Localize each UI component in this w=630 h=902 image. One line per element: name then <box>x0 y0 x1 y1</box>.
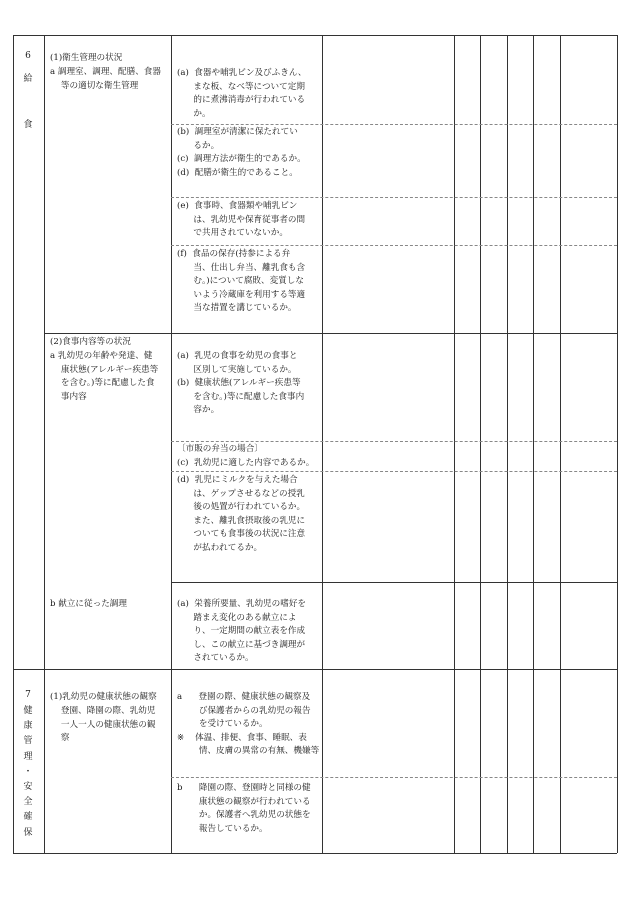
row-divider <box>171 471 617 472</box>
row-divider <box>171 441 617 442</box>
col-rule-1 <box>44 35 45 853</box>
group-subheading: a 調理室、調理、配膳、食器 等の適切な衛生管理 <box>50 67 161 91</box>
section-title: 給 食 <box>23 74 33 130</box>
check-item: 〔市販の弁当の場合〕 (c) 乳幼児に適した内容であるか。 <box>177 444 315 468</box>
section-divider <box>13 669 617 670</box>
check-item: (a) 食器や哺乳ビン及びふきん、 まな板、なべ等について定期 的に煮沸消毒が行われている か。 <box>177 68 307 119</box>
col-rule-9 <box>617 35 618 853</box>
check-item: (d) 乳児にミルクを与えた場合 は、ゲップさせるなどの授乳 後の処置が行われているか。 また、離乳食摂取後の乳児に ついても食事後の状況に注意 が払われてるか。 <box>177 475 306 553</box>
col-rule-5 <box>480 35 481 853</box>
group-subheading: b 献立に従った調理 <box>50 599 127 609</box>
check-item: (e) 食事時、食器類や哺乳ビン は、乳幼児や保育従事者の間 で共用されていないか。 <box>177 201 306 239</box>
check-item: (a) 栄養所要量、乳幼児の嗜好を 踏まえ変化のある献立によ り、一定期間の献立表を作成 し、この献立に基づき調理が されているか。 <box>177 599 307 664</box>
group-heading: (2)食事内容等の状況 <box>50 337 131 347</box>
group-subheading: 登園、降園の際、乳幼児 一人一人の健康状態の観 察 <box>60 706 156 744</box>
check-item: (f) 食品の保存(持参による弁 当、仕出し弁当、離乳食も含 む。)について腐敗、変質しな いよう冷蔵庫を利用する等適 当な措置を講じているか。 <box>177 249 306 314</box>
group-heading: (1)衛生管理の状況 <box>50 53 123 63</box>
col-rule-4 <box>454 35 455 853</box>
group-divider-1 <box>44 333 617 334</box>
check-item: (a) 乳児の食事を幼児の食事と 区別して実施しているか。 (b) 健康状態(アレルギー疾患等 を含む。)等に配慮した食事内 容か。 <box>177 351 305 416</box>
col-rule-3 <box>322 35 323 853</box>
section-title: 健 康 管 理 ・ 安 全 確 保 <box>23 706 33 838</box>
group-subheading: a 乳幼児の年齢や発達、健 康状態(アレルギー疾患等 を含む。)等に配慮した食 事内容 <box>50 351 159 402</box>
col-rule-2 <box>171 35 172 853</box>
row-divider <box>171 777 617 778</box>
check-item: b 降園の際、登園時と同様の健 康状態の観察が行われている か。保護者へ乳幼児の状態を 報告しているか。 <box>177 783 311 834</box>
row-divider <box>171 197 617 198</box>
group-heading: (1)乳幼児の健康状態の観察 <box>50 692 157 702</box>
row-divider <box>171 124 617 125</box>
table-top-border <box>13 35 617 36</box>
col-rule-8 <box>560 35 561 853</box>
table-bottom-border <box>13 853 617 854</box>
col-rule-6 <box>507 35 508 853</box>
section-number: 6 <box>25 51 31 61</box>
group-divider-2 <box>171 582 617 583</box>
row-divider <box>171 245 617 246</box>
col-rule-7 <box>533 35 534 853</box>
check-item: a 登園の際、健康状態の観察及 び保護者からの乳幼児の報告 を受けているか。 ※ 体温、排便、食事、睡眠、表 情、皮膚の異常の有無、機嫌等 <box>177 692 320 757</box>
section-number: 7 <box>25 690 31 700</box>
check-item: (b) 調理室が清潔に保たれてい るか。 (c) 調理方法が衛生的であるか。 (d) 配膳が衛生的であること。 <box>177 127 306 178</box>
